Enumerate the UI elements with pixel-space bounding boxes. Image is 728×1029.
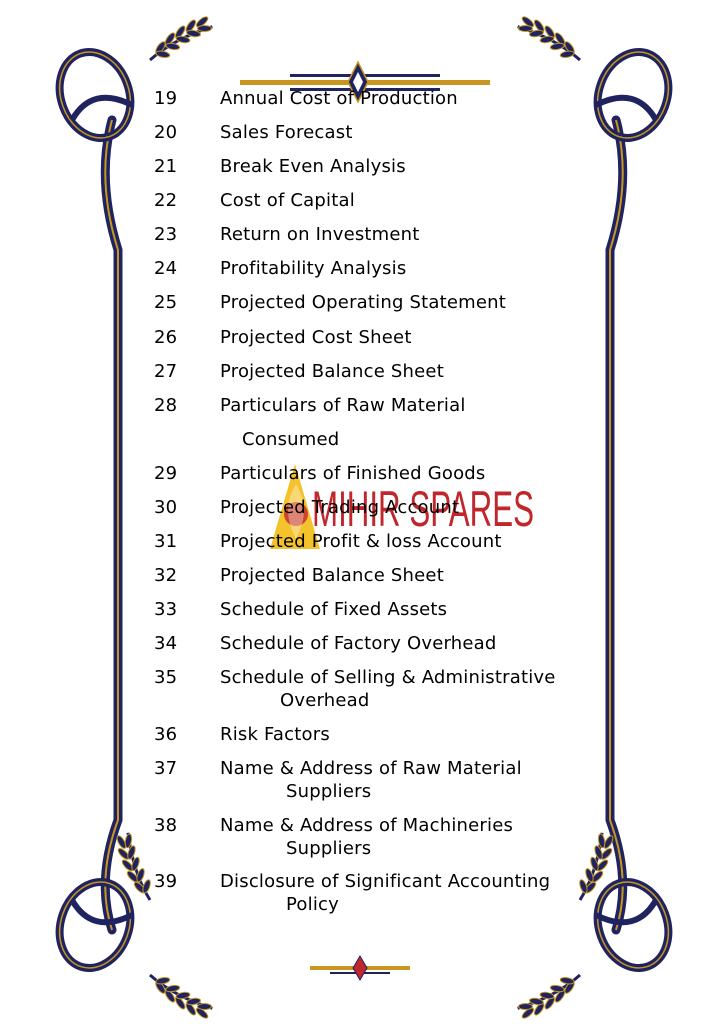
toc-entry-number: 22 — [154, 190, 178, 211]
toc-entry-number: 36 — [154, 724, 178, 745]
toc-entry-number: 24 — [154, 258, 178, 279]
toc-entry-title: Projected Profit & loss Account — [220, 531, 502, 552]
toc-entry-number: 23 — [154, 224, 178, 245]
toc-entry-continuation: Policy — [286, 894, 339, 915]
toc-entry-number: 35 — [154, 667, 178, 688]
toc-entry-title: Particulars of Raw Material — [220, 395, 466, 416]
toc-entry-title: Sales Forecast — [220, 122, 353, 143]
toc-entry-title: Projected Trading Account — [220, 497, 460, 518]
toc-entry-number: 29 — [154, 463, 178, 484]
logo-text: MIHIR SPARES — [312, 481, 534, 537]
toc-entry-continuation: Suppliers — [286, 781, 372, 802]
toc-entry-number: 34 — [154, 633, 178, 654]
toc-entry-number: 21 — [154, 156, 178, 177]
toc-entry-title: Projected Balance Sheet — [220, 361, 444, 382]
toc-entry-number: 39 — [154, 871, 178, 892]
toc-entry-title: Schedule of Fixed Assets — [220, 599, 448, 620]
toc-entry-title: Projected Balance Sheet — [220, 565, 444, 586]
toc-entry-title: Disclosure of Significant Accounting — [220, 871, 551, 892]
toc-entry-number: 28 — [154, 395, 178, 416]
toc-entry-number: 31 — [154, 531, 178, 552]
toc-entry-number: 19 — [154, 88, 178, 109]
toc-entry-continuation: Overhead — [280, 690, 370, 711]
toc-entry-title: Risk Factors — [220, 724, 330, 745]
toc-entry-title: Break Even Analysis — [220, 156, 406, 177]
toc-entry-number: 26 — [154, 327, 178, 348]
toc-entry-continuation: Suppliers — [286, 838, 372, 859]
toc-entry-number: 37 — [154, 758, 178, 779]
toc-entry-title: Name & Address of Raw Material — [220, 758, 522, 779]
toc-entry-title: Schedule of Selling & Administrative — [220, 667, 556, 688]
toc-entry-title: Particulars of Finished Goods — [220, 463, 486, 484]
toc-entry-number: 32 — [154, 565, 178, 586]
toc-entry-title: Name & Address of Machineries — [220, 815, 514, 836]
toc-entry-number: 25 — [154, 292, 178, 313]
toc-entry-number: 20 — [154, 122, 178, 143]
toc-entry-title: Projected Cost Sheet — [220, 327, 412, 348]
toc-entry-number: 27 — [154, 361, 178, 382]
toc-entry-title: Projected Operating Statement — [220, 292, 507, 313]
toc-entry-title: Annual Cost of Production — [220, 88, 458, 109]
toc-entry-title: Return on Investment — [220, 224, 420, 245]
toc-entry-title: Profitability Analysis — [220, 258, 407, 279]
toc-entry-number: 33 — [154, 599, 178, 620]
toc-entry-number: 30 — [154, 497, 178, 518]
toc-entry-continuation: Consumed — [242, 429, 340, 450]
toc-entry-title: Cost of Capital — [220, 190, 355, 211]
toc-entry-number: 38 — [154, 815, 178, 836]
toc-entry-title: Schedule of Factory Overhead — [220, 633, 497, 654]
